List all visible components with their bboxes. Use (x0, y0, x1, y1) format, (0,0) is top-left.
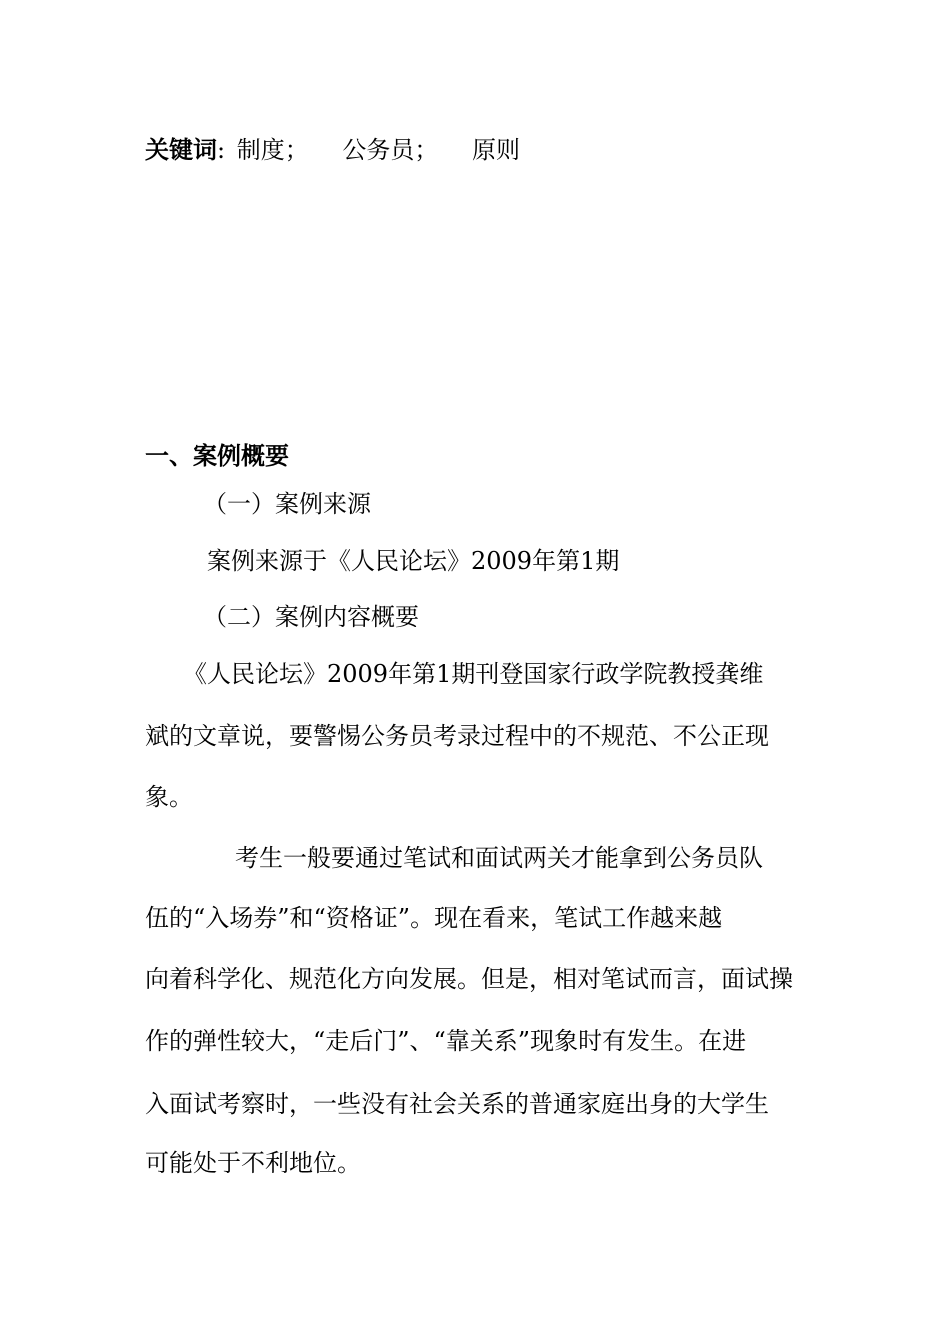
keywords-label: 关键词 (145, 136, 217, 164)
section-heading: 一、案例概要 (145, 442, 289, 470)
paragraph-line: 考生一般要通过笔试和面试两关才能拿到公务员队 (235, 844, 763, 872)
subsection-text: 案例来源于《人民论坛》2009年第1期 (207, 547, 620, 575)
subsection-title: （一）案例来源 (203, 490, 371, 518)
paragraph-line: 伍的“入场券”和“资格证”。现在看来，笔试工作越来越 (145, 904, 723, 932)
paragraph-line: 入面试考察时，一些没有社会关系的普通家庭出身的大学生 (145, 1090, 769, 1118)
keyword-item: 公务员； (342, 136, 439, 164)
keywords-line (145, 134, 524, 166)
paragraph-line: 象。 (145, 783, 193, 811)
subsection-title: （二）案例内容概要 (203, 603, 419, 631)
keyword-item: 原则 (472, 136, 521, 164)
paragraph-line: 向着科学化、规范化方向发展。但是，相对笔试而言，面试操 (145, 965, 793, 993)
keyword-item: 制度； (236, 136, 309, 164)
paragraph-line: 作的弹性较大，“走后门”、“靠关系”现象时有发生。在进 (145, 1027, 747, 1055)
paragraph-line: 《人民论坛》2009年第1期刊登国家行政学院教授龚维 (183, 660, 764, 688)
keywords-colon: : (217, 136, 226, 164)
paragraph-line: 斌的文章说，要警惕公务员考录过程中的不规范、不公正现 (145, 722, 769, 750)
paragraph-line: 可能处于不利地位。 (145, 1149, 361, 1177)
